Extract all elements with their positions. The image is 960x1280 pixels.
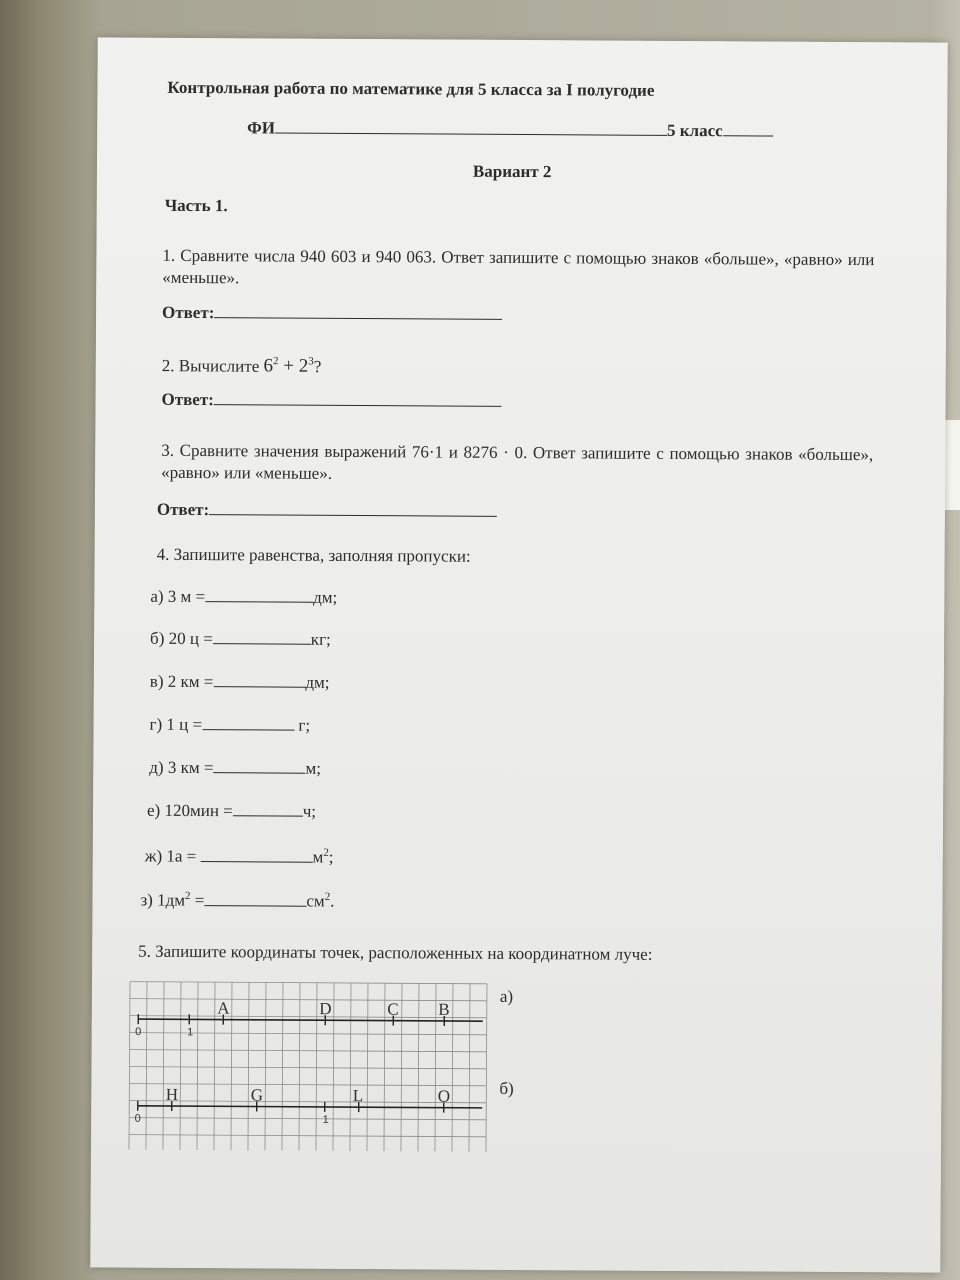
answer-blank-2[interactable] <box>214 404 502 407</box>
grid-line <box>130 1033 487 1035</box>
grid-line <box>316 983 317 1152</box>
ray-b-point-label: L <box>352 1086 364 1106</box>
conversion-row <box>147 800 316 823</box>
conversion-unit: г; <box>294 715 311 735</box>
expr-base-2: 2 <box>298 355 309 378</box>
grid-line <box>367 983 368 1152</box>
expr-base-1: 6 <box>263 355 274 377</box>
conversion-unit: м <box>312 847 324 867</box>
fi-label: ФИ <box>247 118 276 138</box>
ray-b-point-label: O <box>437 1086 451 1106</box>
name-class-line <box>247 118 773 141</box>
conversion-unit: м; <box>305 758 322 778</box>
conversion-left: в) 2 км = <box>149 671 214 692</box>
conversion-row <box>149 757 321 780</box>
conversion-row <box>150 628 331 651</box>
conversion-row: ж) $1а = м^2$; <box>144 846 334 867</box>
answer-blank-3[interactable] <box>209 514 497 517</box>
answer-label: Ответ: <box>156 499 210 520</box>
grid-line <box>130 1016 487 1018</box>
grid-line <box>435 983 436 1151</box>
conversion-row <box>150 671 330 694</box>
ray-b-zero-label: 0 <box>134 1112 141 1125</box>
expr-question: ? <box>313 357 322 377</box>
task-2-text: 2. Вычислите <box>161 356 264 376</box>
conversion-blank[interactable] <box>233 815 303 816</box>
ray-a-label: а) <box>499 986 514 1006</box>
task-5: 5. Запишите координаты точек, расположенных на координатном луче: <box>138 941 653 964</box>
conversion-unit: см <box>306 891 325 911</box>
conversion-left: д) 3 км = <box>149 757 214 778</box>
conversion-unit-sup: 2 <box>323 846 329 859</box>
ray-a-point-label: A <box>217 998 230 1018</box>
conversion-blank[interactable] <box>213 772 305 774</box>
conversion-blank[interactable] <box>201 861 313 863</box>
ray-b-label: б) <box>499 1078 514 1098</box>
answer-label: Ответ: <box>161 389 214 410</box>
grid-line <box>129 1135 486 1137</box>
grid-line <box>130 1050 487 1052</box>
grid-line <box>452 984 453 1152</box>
grid-line <box>418 983 419 1151</box>
variant-heading: Вариант 2 <box>472 161 552 182</box>
conversion-left: з) 1дм <box>140 890 186 910</box>
ray-a-zero-label: 0 <box>135 1026 142 1039</box>
class-label: 5 класс <box>666 120 723 141</box>
grid-line <box>129 1067 486 1069</box>
task-2-expression <box>263 356 313 377</box>
conversion-unit: дм; <box>313 587 338 607</box>
conversion-unit: кг; <box>310 629 331 649</box>
ray-b-axis <box>138 1106 482 1108</box>
conversion-unit: ч; <box>302 801 317 821</box>
ray-a-point-label: B <box>438 999 450 1019</box>
ray-b-point-label: H <box>165 1084 179 1105</box>
conversion-blank[interactable] <box>204 905 306 907</box>
grid-line <box>299 983 300 1152</box>
coordinate-grid <box>127 980 488 1157</box>
conversion-blank[interactable] <box>213 686 305 688</box>
conversion-unit-sup: 2 <box>324 890 331 903</box>
conversion-left-sup: 2 <box>185 889 191 902</box>
ray-a-point-label: D <box>319 999 332 1019</box>
grid-line <box>469 984 470 1152</box>
ray-a-point-label: C <box>387 999 399 1019</box>
answer-label: Ответ: <box>162 302 215 323</box>
conversion-blank[interactable] <box>205 601 313 603</box>
task-1: 1. Сравните числа 940 603 и 940 063. Ответ запишите с помощью знаков «больше», «равно» или «меньше». <box>162 245 875 288</box>
conversion-blank[interactable] <box>202 729 294 731</box>
task-4: 4. Запишите равенства, заполняя пропуски: <box>156 544 471 566</box>
conversion-unit: дм; <box>305 672 330 692</box>
answer-line-3 <box>157 500 497 522</box>
answer-blank-1[interactable] <box>214 317 502 320</box>
expr-plus: + <box>278 355 299 377</box>
task-3: 3. Сравните значения выражений 76·1 и 8276 · 0. Ответ запишите с помощью знаков «больше», «равно» или «меньше». <box>161 440 874 483</box>
grid-line <box>384 983 385 1152</box>
conversion-left: г) 1 ц = <box>149 714 203 735</box>
grid-line <box>350 983 351 1152</box>
grid-line <box>129 1084 486 1086</box>
test-title: Контрольная работа по математике для 5 класса за I полугодие <box>167 77 655 100</box>
conversion-left: а) 3 м = <box>150 586 206 607</box>
background-left-desk <box>0 0 88 1280</box>
grid-line <box>130 999 487 1001</box>
grid-line <box>486 984 487 1152</box>
ray-a-unit-label: 1 <box>187 1026 194 1039</box>
grid-line <box>401 983 402 1152</box>
part-heading: Часть 1. <box>164 195 228 216</box>
class-blank[interactable] <box>723 135 773 136</box>
grid-line <box>333 983 334 1152</box>
answer-line-2 <box>161 390 501 412</box>
conversion-left: ж) 1а = <box>144 846 201 866</box>
conversion-left: е) 120мин = <box>146 800 233 821</box>
conversion-row <box>149 714 310 737</box>
conversion-blank[interactable] <box>213 643 311 645</box>
ray-b-unit-label: 1 <box>322 1113 329 1126</box>
expr-exp-2: 3 <box>308 355 314 368</box>
conversion-left: б) 20 ц = <box>150 628 213 649</box>
grid-line <box>130 982 487 984</box>
ray-b-point-label: G <box>250 1085 264 1105</box>
grid-line <box>129 1118 486 1120</box>
expr-exp-1: 2 <box>273 355 279 368</box>
conversion-row: з) $1дм^2 = см^2$. <box>140 889 335 911</box>
coordinate-rays-figure <box>127 980 488 1152</box>
name-blank[interactable] <box>275 132 667 135</box>
answer-line-1 <box>162 303 502 325</box>
grid-line <box>129 1101 486 1103</box>
task-2 <box>162 350 322 378</box>
worksheet-page <box>90 37 947 1272</box>
conversion-row <box>150 586 337 609</box>
